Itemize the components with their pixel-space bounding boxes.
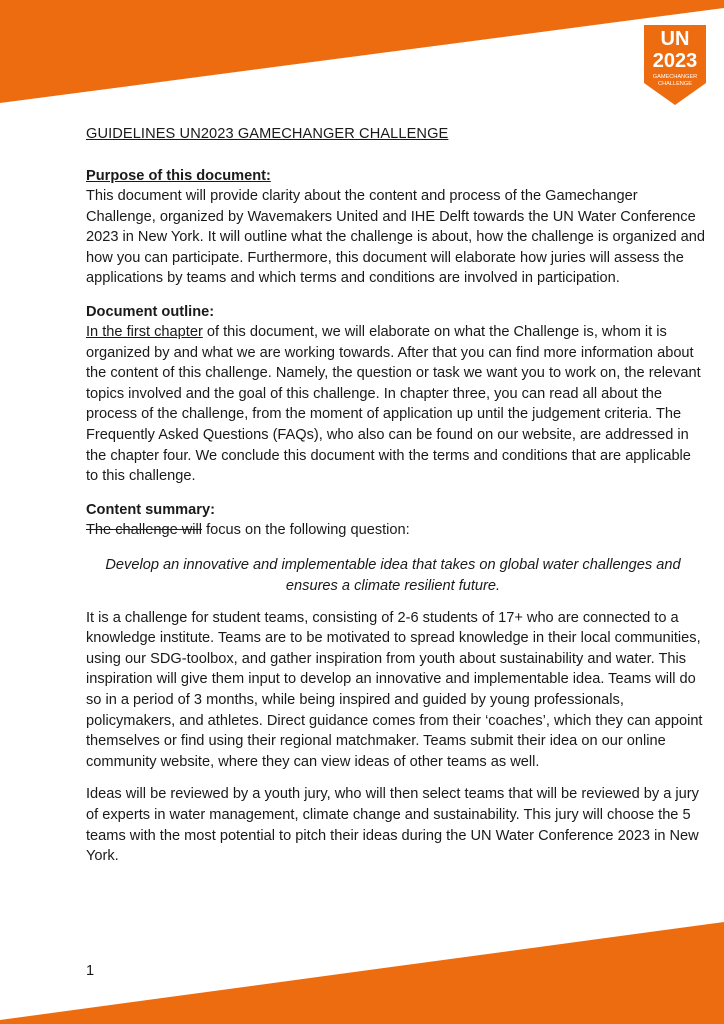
challenge-question bbox=[80, 555, 706, 598]
challenge-question-line1: Develop an innovative and implementable idea that takes on global water challenges and bbox=[105, 556, 681, 573]
outline-body bbox=[86, 322, 706, 487]
section-summary bbox=[86, 500, 706, 867]
logo-text-un: UN bbox=[660, 28, 690, 50]
summary-paragraph-1: It is a challenge for student teams, consisting of 2-6 students of 17+ who are connected to a knowledge institute. Teams are to be motivated to spread knowledge in their local communities, using our SDG-toolbox, and gather inspiration from youth about sustainability and water. This inspiration will give them input to develop an innovative and implementable idea. Teams will do so in a period of 3 months, while being inspired and guided by young professionals, policymakers, and athletes. Direct guidance comes from their ‘coaches’, which they can appoint themselves or find using their regional matchmaker. Teams submit their idea on our online community website, where they can view ideas of other teams as well. bbox=[86, 609, 703, 770]
top-orange-banner bbox=[0, 0, 724, 110]
purpose-body: This document will provide clarity about the content and process of the Gamechanger Challenge, organized by Wavemakers United and IHE Delft towards the UN Water Conference 2023 in New York. It will outline what the challenge is about, how the challenge is organized and how you can participate. Furthermore, this document will elaborate how juries will assess the applications by teams and which terms and conditions are involved in participation. bbox=[86, 188, 706, 287]
page-number: 1 bbox=[86, 963, 95, 979]
summary-paragraph-2: Ideas will be reviewed by a youth jury, who will then select teams that will be reviewed by a jury of experts in water management, climate change and sustainability. This jury will choose the 5 teams with the most potential to pitch their ideas during the UN Water Conference 2023 in New York. bbox=[86, 786, 699, 865]
summary-intro-struck: The challenge will bbox=[86, 522, 203, 538]
purpose-heading: Purpose of this document: bbox=[86, 168, 271, 184]
outline-heading: Document outline: bbox=[86, 304, 215, 320]
logo-text-challenge: CHALLENGE bbox=[658, 81, 692, 87]
section-purpose bbox=[86, 166, 706, 289]
section-outline bbox=[86, 302, 706, 487]
outline-body-rest: of this document, we will elaborate on what the Challenge is, whom it is organized by and what we are working towards. After that you can find more information about the content of this challenge. Namely, the question or task we want you to work on, the relevant topics involved and the goal of this challenge. In chapter three, you can read all about the process of the challenge, from the moment of application up until the judgement criteria. The Frequently Asked Questions (FAQs), who also can be found on our website, are addressed in the chapter four. We conclude this document with the terms and conditions that are applicable to this challenge. bbox=[86, 324, 701, 485]
challenge-question-line2: ensures a climate resilient future. bbox=[285, 578, 501, 595]
summary-intro bbox=[86, 520, 706, 541]
logo-text-year: 2023 bbox=[652, 50, 698, 72]
summary-intro-rest: focus on the following question: bbox=[202, 522, 410, 538]
bottom-orange-banner bbox=[0, 914, 724, 1024]
un2023-logo bbox=[644, 25, 706, 105]
outline-body-lead: In the first chapter bbox=[86, 324, 203, 340]
logo-text-gamechanger: GAMECHANGER bbox=[652, 74, 698, 80]
document-title: GUIDELINES UN2023 GAMECHANGER CHALLENGE bbox=[86, 126, 449, 142]
summary-heading: Content summary: bbox=[86, 502, 215, 518]
